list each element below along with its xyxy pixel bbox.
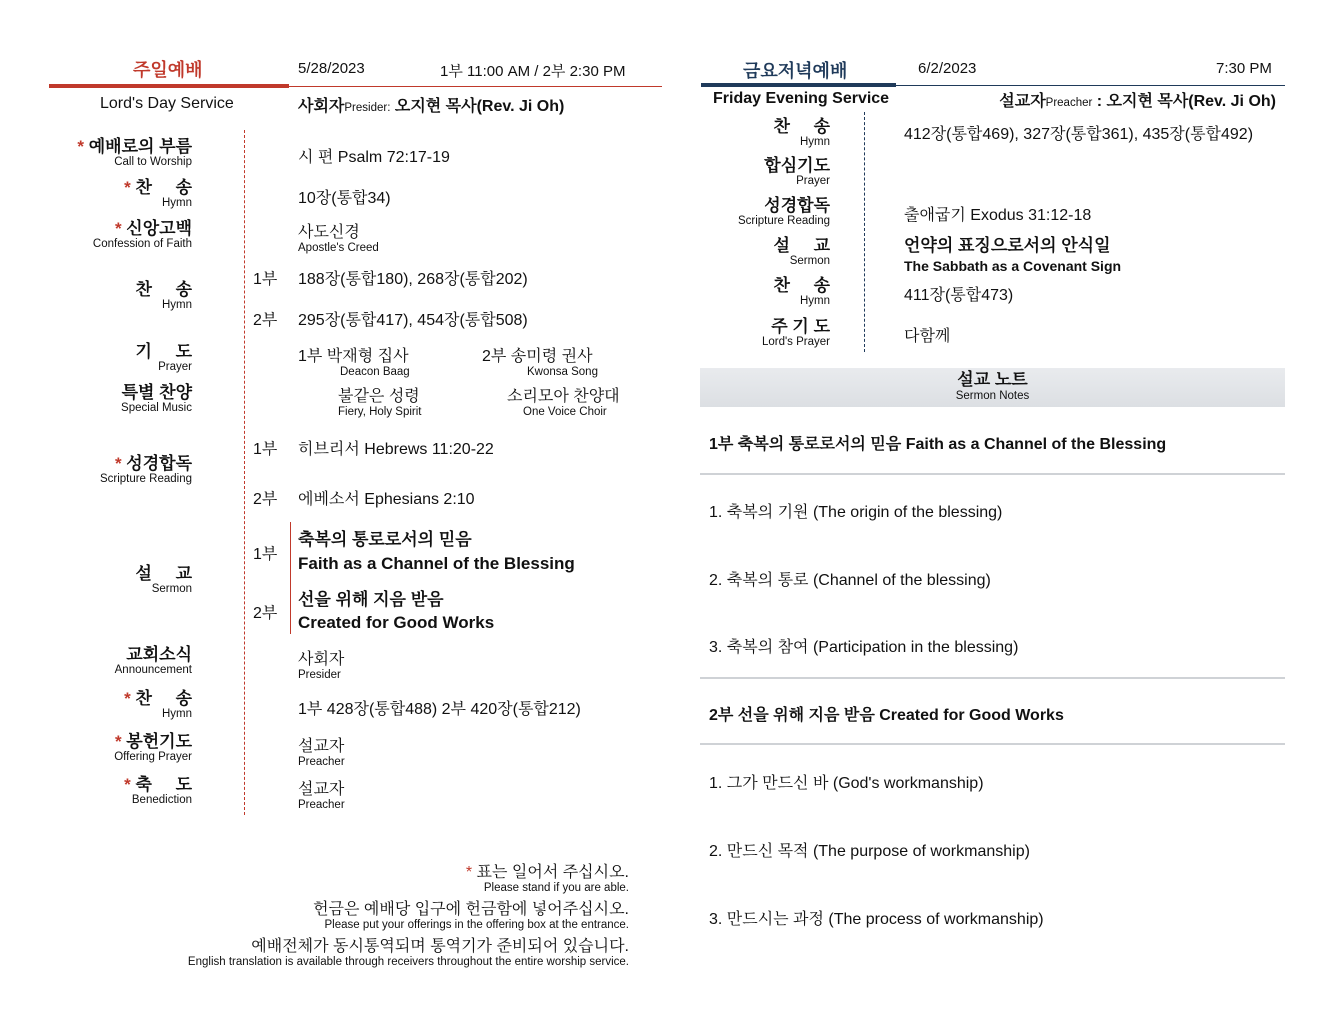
footer-offering-note: 헌금은 예배당 입구에 헌금함에 넣어주십시오. Please put your offerings in the offering box at the entrance. (313, 901, 629, 931)
scripture-part-1: 1부 (253, 441, 278, 458)
friday-value-scripture: 출애굽기 Exodus 31:12-18 (904, 207, 1092, 224)
value-call-to-worship: 시 편 Psalm 72:17-19 (298, 149, 450, 166)
presider-label: 사회자 (298, 98, 345, 115)
notes-item: 2. 만드신 목적 (The purpose of workmanship) (709, 843, 1030, 860)
label-special-music: 특별 찬양 Special Music (121, 383, 192, 414)
value-announcement: 사회자 Presider (298, 651, 345, 681)
notes-heading-1: 1부 축복의 통로로서의 믿음 Faith as a Channel of the Blessing (709, 436, 1167, 453)
notes-heading-2: 2부 선을 위해 지음 받음 Created for Good Works (709, 707, 1064, 724)
label-creed: * 신앙고백 Confession of Faith (92, 219, 192, 250)
label-announcement: 교회소식 Announcement (114, 645, 192, 676)
footer-stand-note: * 표는 일어서 주십시오. Please stand if you are able. (465, 864, 629, 894)
label-sermon: 설 교 Sermon (135, 564, 192, 595)
value-offering-prayer: 설교자 Preacher (298, 738, 345, 768)
friday-value-lords-prayer: 다함께 (904, 328, 951, 345)
friday-label-scripture: 성경합독 Scripture Reading (737, 196, 830, 227)
value-hymn-1: 10장(통합34) (298, 190, 391, 207)
special-choir: 소리모아 찬양대 One Voice Choir (507, 388, 620, 418)
sunday-presider (298, 93, 564, 116)
label-hymn-3: * 찬 송 Hymn (124, 689, 192, 720)
hymn-2-part-2: 2부 (253, 312, 278, 329)
value-benediction: 설교자 Preacher (298, 781, 345, 811)
sunday-times: 1부 11:00 AM / 2부 2:30 PM (440, 63, 626, 80)
sunday-label-divider (244, 130, 245, 815)
sermon-part-1: 1부 (253, 546, 278, 563)
friday-label-lords-prayer: 주 기 도 Lord's Prayer (761, 317, 830, 348)
label-hymn-2: 찬 송 Hymn (135, 280, 192, 311)
label-scripture: * 성경합독 Scripture Reading (99, 454, 192, 485)
label-prayer: 기 도 Prayer (135, 342, 192, 373)
prayer-leader-2: 2부 송미령 권사 Kwonsa Song (482, 348, 598, 378)
value-hymn-3: 1부 428장(통합488) 2부 420장(통합212) (298, 701, 581, 718)
friday-value-hymn-2: 411장(통합473) (904, 287, 1014, 304)
label-call-to-worship: * 예배로의 부름 Call to Worship (77, 137, 192, 168)
notes-item: 3. 축복의 참여 (Participation in the blessing) (709, 639, 1019, 656)
friday-label-divider (864, 112, 865, 352)
sunday-title: 주일예배 (133, 60, 203, 80)
value-creed: 사도신경 Apostle's Creed (298, 224, 379, 254)
friday-sermon-title: 언약의 표징으로서의 안식일 The Sabbath as a Covenant Sign (904, 236, 1122, 274)
presider-name: 오지현 목사(Rev. Ji Oh) (394, 98, 565, 115)
notes-divider (700, 743, 1285, 745)
footer-translation-note: 예배전체가 동시통역되며 통역기가 준비되어 있습니다. English translation is available through receivers throughout the entire worship service. (187, 938, 629, 968)
scripture-value-2: 에베소서 Ephesians 2:10 (298, 491, 475, 508)
notes-item: 2. 축복의 통로 (Channel of the blessing) (709, 572, 991, 589)
sunday-subtitle: Lord's Day Service (100, 95, 234, 112)
friday-title-underline (701, 83, 896, 87)
notes-item: 1. 그가 만드신 바 (God's workmanship) (709, 775, 984, 792)
label-hymn-1: * 찬 송 Hymn (124, 178, 192, 209)
sunday-title-underline (49, 84, 289, 88)
sermon-part-2: 2부 (253, 605, 278, 622)
friday-preacher: 설교자Preacher : 오지현 목사(Rev. Ji Oh) (999, 93, 1276, 110)
sermon-notes-header: 설교 노트 Sermon Notes (700, 368, 1285, 407)
sermon-title-1: 축복의 통로로서의 믿음 Faith as a Channel of the Blessing (298, 530, 575, 573)
special-song: 불같은 성령 Fiery, Holy Spirit (338, 388, 422, 418)
friday-time: 7:30 PM (1216, 60, 1272, 77)
notes-divider (700, 473, 1285, 475)
notes-item: 3. 만드시는 과정 (The process of workmanship) (709, 911, 1044, 928)
friday-label-sermon: 설 교 Sermon (773, 236, 830, 267)
sunday-header-rule (289, 86, 662, 87)
label-offering-prayer: * 봉헌기도 Offering Prayer (114, 732, 192, 763)
notes-item: 1. 축복의 기원 (The origin of the blessing) (709, 504, 1003, 521)
sermon-bracket (290, 522, 291, 634)
prayer-leader-1: 1부 박재형 집사 Deacon Baag (298, 348, 410, 378)
friday-value-hymn-1: 412장(통합469), 327장(통합361), 435장(통합492) (904, 126, 1254, 143)
sermon-title-2: 선을 위해 지음 받음 Created for Good Works (298, 590, 495, 632)
hymn-2-value-1: 188장(통합180), 268장(통합202) (298, 271, 528, 288)
scripture-value-1: 히브리서 Hebrews 11:20-22 (298, 441, 494, 458)
sunday-date: 5/28/2023 (298, 60, 365, 77)
presider-label-en: Presider: (344, 102, 391, 114)
label-benediction: * 축 도 Benediction (124, 775, 192, 806)
friday-subtitle: Friday Evening Service (713, 90, 890, 107)
friday-title: 금요저녁예배 (743, 61, 848, 81)
friday-label-prayer: 합심기도 Prayer (764, 156, 830, 187)
notes-divider (700, 677, 1285, 679)
friday-label-hymn-1: 찬 송 Hymn (773, 117, 830, 148)
scripture-part-2: 2부 (253, 491, 278, 508)
hymn-2-part-1: 1부 (253, 271, 278, 288)
friday-label-hymn-2: 찬 송 Hymn (773, 276, 830, 307)
friday-header-rule (896, 85, 1285, 86)
friday-date: 6/2/2023 (918, 60, 977, 77)
hymn-2-value-2: 295장(통합417), 454장(통합508) (298, 312, 528, 329)
